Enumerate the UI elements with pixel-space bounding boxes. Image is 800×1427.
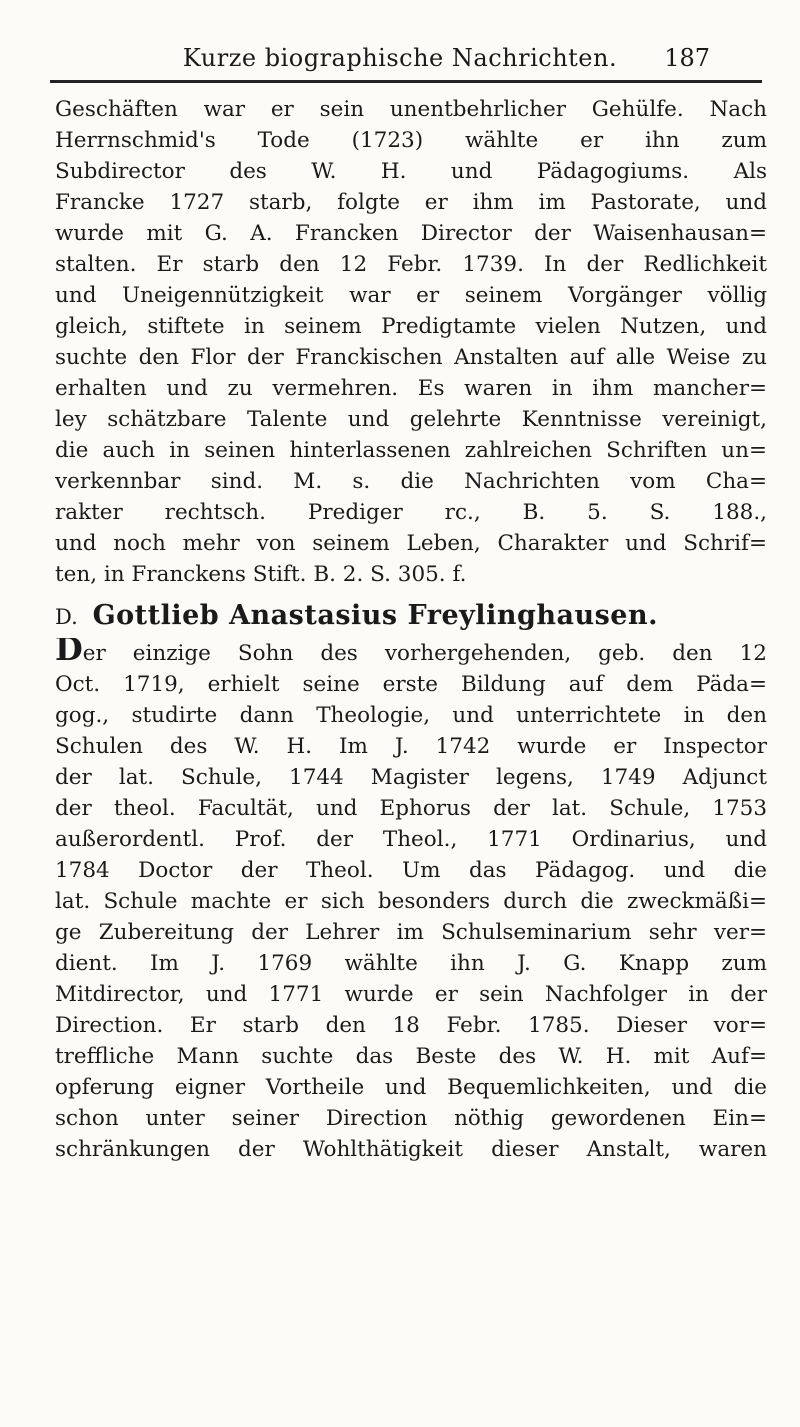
text-line: gog., studirte dann Theologie, und unterrichtete in den — [55, 703, 767, 728]
page-header — [0, 34, 800, 74]
text-line: suchte den Flor der Franckischen Anstalten auf alle Weise zu — [55, 345, 767, 370]
text-line — [55, 638, 767, 669]
text-line: schon unter seiner Direction nöthig gewordenen Ein= — [55, 1106, 767, 1131]
drop-cap: D — [55, 638, 83, 668]
page-number: 187 — [664, 44, 710, 72]
text-line: stalten. Er starb den 12 Febr. 1739. In der Redlichkeit — [55, 252, 767, 277]
section-title: Gottlieb Anastasius Freylinghausen. — [92, 600, 658, 631]
text-line: dient. Im J. 1769 wählte ihn J. G. Knapp zum — [55, 951, 767, 976]
text-line-rest: er einzige Sohn des vorhergehenden, geb. den 12 — [82, 641, 767, 666]
text-line: 1784 Doctor der Theol. Um das Pädagog. und die — [55, 858, 767, 883]
text-line: Direction. Er starb den 18 Febr. 1785. Dieser vor= — [55, 1013, 767, 1038]
text-line: Oct. 1719, erhielt seine erste Bildung auf dem Päda= — [55, 672, 767, 697]
text-line: erhalten und zu vermehren. Es waren in ihm mancher= — [55, 376, 767, 401]
text-line: und Uneigennützigkeit war er seinem Vorgänger völlig — [55, 283, 767, 308]
text-line: gleich, stiftete in seinem Predigtamte vielen Nutzen, und — [55, 314, 767, 339]
text-line: lat. Schule machte er sich besonders durch die zweckmäßi= — [55, 889, 767, 914]
text-line: der theol. Facultät, und Ephorus der lat. Schule, 1753 — [55, 796, 767, 821]
section-heading — [55, 594, 767, 638]
text-line: treffliche Mann suchte das Beste des W. H. mit Auf= — [55, 1044, 767, 1069]
text-line: außerordentl. Prof. der Theol., 1771 Ordinarius, und — [55, 827, 767, 852]
text-line: Mitdirector, und 1771 wurde er sein Nachfolger in der — [55, 982, 767, 1007]
running-head: Kurze biographische Nachrichten. — [182, 44, 618, 72]
text-line: Herrnschmid's Tode (1723) wählte er ihn zum — [55, 128, 767, 153]
header-rule — [50, 80, 762, 83]
text-line: Schulen des W. H. Im J. 1742 wurde er Inspector — [55, 734, 767, 759]
text-line: ge Zubereitung der Lehrer im Schulseminarium sehr ver= — [55, 920, 767, 945]
text-line: opferung eigner Vortheile und Bequemlichkeiten, und die — [55, 1075, 767, 1100]
text-line: Subdirector des W. H. und Pädagogiums. Als — [55, 159, 767, 184]
text-line: verkennbar sind. M. s. die Nachrichten vom Cha= — [55, 469, 767, 494]
text-line: der lat. Schule, 1744 Magister legens, 1749 Adjunct — [55, 765, 767, 790]
paragraph-gotthilf — [55, 94, 767, 590]
page-body — [55, 94, 767, 1165]
text-line: und noch mehr von seinem Leben, Charakter und Schrif= — [55, 531, 767, 556]
text-line: Francke 1727 starb, folgte er ihm im Pastorate, und — [55, 190, 767, 215]
text-line: schränkungen der Wohlthätigkeit dieser Anstalt, waren — [55, 1137, 767, 1162]
text-line: ley schätzbare Talente und gelehrte Kenntnisse vereinigt, — [55, 407, 767, 432]
paragraph-freylinghausen — [55, 638, 767, 1165]
text-line: die auch in seinen hinterlassenen zahlreichen Schriften un= — [55, 438, 767, 463]
text-line: rakter rechtsch. Prediger rc., B. 5. S. 188., — [55, 500, 767, 525]
section-letter: D. — [55, 605, 78, 629]
text-line: ten, in Franckens Stift. B. 2. S. 305. f. — [55, 562, 467, 587]
text-line: wurde mit G. A. Francken Director der Waisenhausan= — [55, 221, 767, 246]
text-line: Geschäften war er sein unentbehrlicher Gehülfe. Nach — [55, 97, 767, 122]
